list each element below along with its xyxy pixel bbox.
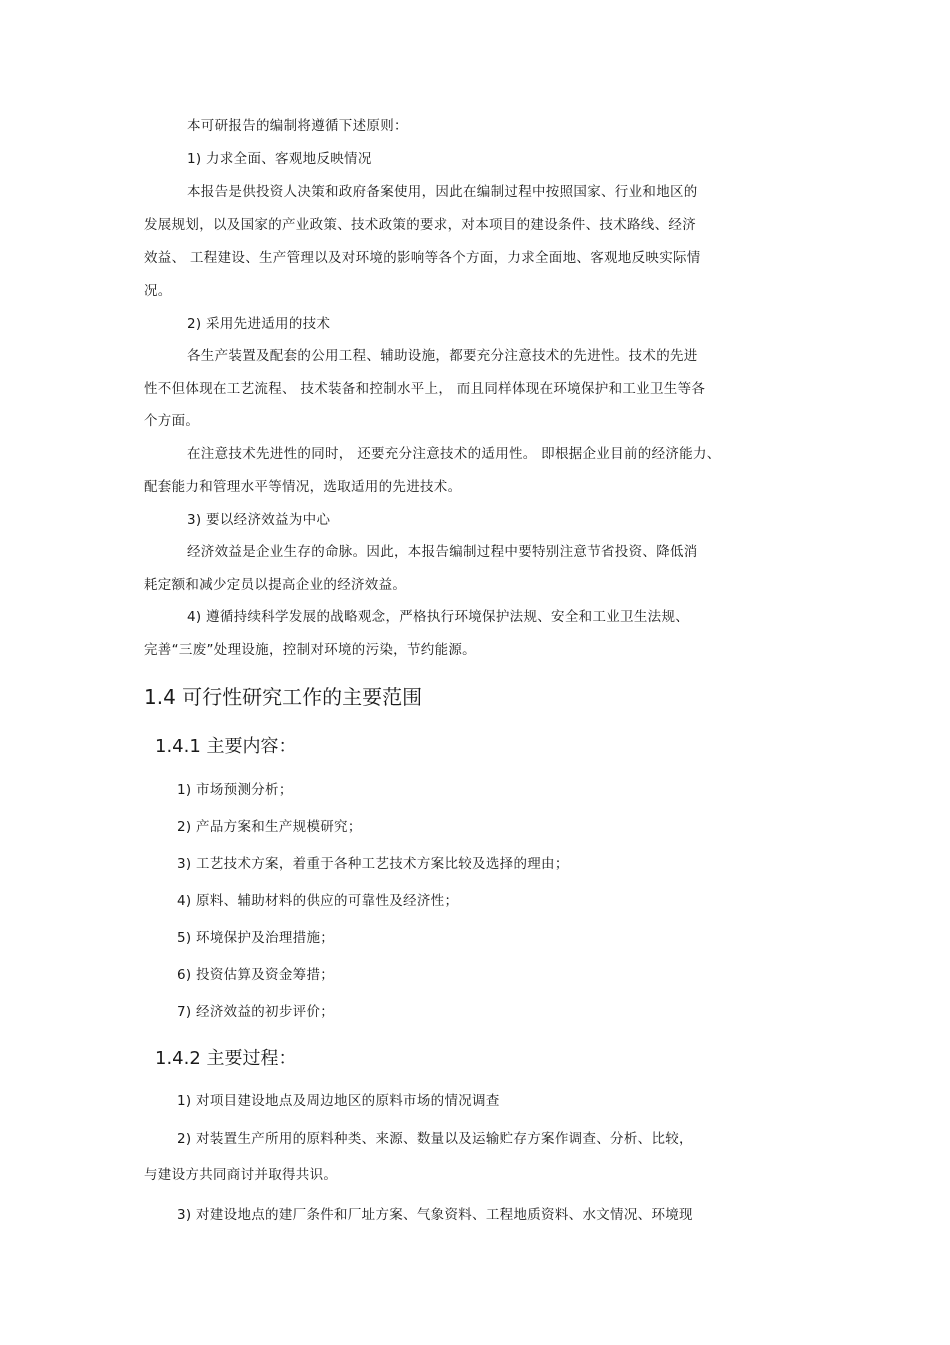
principles-intro: 本可研报告的编制将遵循下述原则： xyxy=(187,118,408,134)
process-step-1: 1) 对项目建设地点及周边地区的原料市场的情况调查 xyxy=(177,1093,500,1109)
process-step-2-line-2: 与建设方共同商讨并取得共识。 xyxy=(144,1167,338,1183)
principle-3-line-2: 耗定额和减少定员以提高企业的经济效益。 xyxy=(144,577,407,593)
principle-2-line-4: 在注意技术先进性的同时， 还要充分注意技术的适用性。 即根据企业目前的经济能力、 xyxy=(187,446,721,462)
process-step-3-line-1: 3) 对建设地点的建厂条件和厂址方案、气象资料、工程地质资料、水文情况、环境现 xyxy=(177,1207,693,1223)
content-item-6: 6) 投资估算及资金筹措； xyxy=(177,967,335,983)
principle-1-line-3: 效益、 工程建设、生产管理以及对环境的影响等各个方面，力求全面地、客观地反映实际情 xyxy=(144,250,701,266)
principle-1-line-4: 况。 xyxy=(144,283,172,299)
content-item-4: 4) 原料、辅助材料的供应的可靠性及经济性； xyxy=(177,893,459,909)
principle-2-line-5: 配套能力和管理水平等情况，选取适用的先进技术。 xyxy=(144,479,462,495)
content-item-3: 3) 工艺技术方案，着重于各种工艺技术方案比较及选择的理由； xyxy=(177,856,569,872)
process-step-2-line-1: 2) 对装置生产所用的原料种类、来源、数量以及运输贮存方案作调查、分析、比较， xyxy=(177,1131,693,1147)
principle-1-title: 1) 力求全面、客观地反映情况 xyxy=(187,151,372,167)
principle-4-line-1: 4) 遵循持续科学发展的战略观念，严格执行环境保护法规、安全和工业卫生法规、 xyxy=(187,609,690,625)
principle-2-title: 2) 采用先进适用的技术 xyxy=(187,316,331,332)
content-item-7: 7) 经济效益的初步评价； xyxy=(177,1004,335,1020)
principle-4-line-2: 完善“三废”处理设施，控制对环境的污染，节约能源。 xyxy=(144,642,476,658)
section-1-4-1-heading: 1.4.1 主要内容： xyxy=(155,736,297,757)
principle-3-line-1: 经济效益是企业生存的命脉。因此，本报告编制过程中要特别注意节省投资、降低消 xyxy=(187,544,698,560)
content-item-1: 1) 市场预测分析； xyxy=(177,782,293,798)
content-item-5: 5) 环境保护及治理措施； xyxy=(177,930,335,946)
principle-2-line-2: 性不但体现在工艺流程、 技术装备和控制水平上， 而且同样体现在环境保护和工业卫生等各 xyxy=(144,381,706,397)
section-1-4-heading: 1.4 可行性研究工作的主要范围 xyxy=(144,685,423,709)
principle-1-line-2: 发展规划，以及国家的产业政策、技术政策的要求，对本项目的建设条件、技术路线、经济 xyxy=(144,217,696,233)
principle-2-line-3: 个方面。 xyxy=(144,413,200,429)
section-1-4-2-heading: 1.4.2 主要过程： xyxy=(155,1048,297,1069)
principle-2-line-1: 各生产装置及配套的公用工程、辅助设施，都要充分注意技术的先进性。技术的先进 xyxy=(187,348,698,364)
content-item-2: 2) 产品方案和生产规模研究； xyxy=(177,819,362,835)
principle-3-title: 3) 要以经济效益为中心 xyxy=(187,512,331,528)
principle-1-line-1: 本报告是供投资人决策和政府备案使用，因此在编制过程中按照国家、行业和地区的 xyxy=(187,184,698,200)
